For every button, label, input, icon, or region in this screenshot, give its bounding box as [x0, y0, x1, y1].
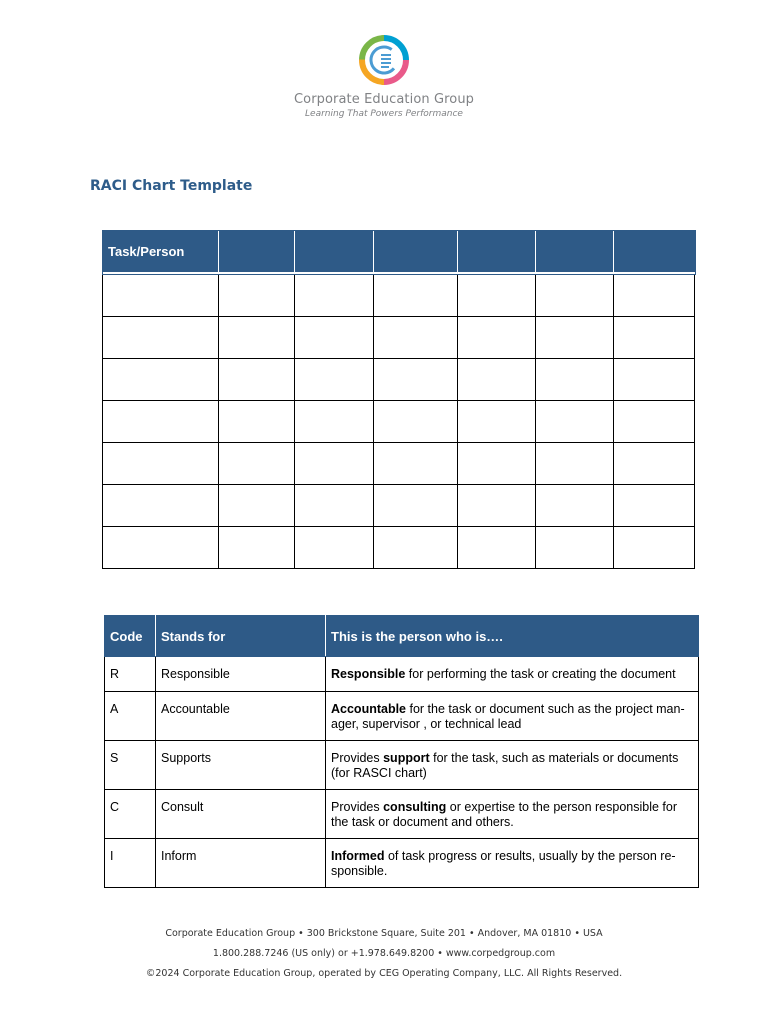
company-logo — [0, 30, 768, 119]
raci-row — [103, 359, 695, 401]
raci-cell[interactable] — [103, 274, 219, 317]
legend-description — [326, 839, 699, 888]
legend-description-bold: Accountable — [331, 702, 407, 716]
legend-header-stands-for: Stands for — [156, 616, 326, 657]
raci-header-row — [103, 231, 695, 274]
raci-cell[interactable] — [295, 527, 374, 569]
raci-cell[interactable] — [458, 401, 536, 443]
raci-cell[interactable] — [374, 443, 458, 485]
raci-header-cell — [219, 231, 295, 274]
raci-row — [103, 485, 695, 527]
legend-description-rest: of task progress or results, usually by the person re- sponsible. — [331, 849, 676, 878]
legend-row — [105, 790, 699, 839]
raci-cell[interactable] — [536, 527, 614, 569]
raci-cell[interactable] — [103, 359, 219, 401]
raci-cell[interactable] — [458, 527, 536, 569]
raci-cell[interactable] — [103, 527, 219, 569]
raci-cell[interactable] — [103, 443, 219, 485]
legend-code: S — [105, 741, 156, 790]
raci-cell[interactable] — [374, 359, 458, 401]
legend-code: A — [105, 692, 156, 741]
legend-row — [105, 692, 699, 741]
raci-cell[interactable] — [295, 274, 374, 317]
raci-cell[interactable] — [374, 274, 458, 317]
legend-description — [326, 790, 699, 839]
raci-cell[interactable] — [614, 527, 695, 569]
legend-description — [326, 741, 699, 790]
legend-description-bold: support — [383, 751, 430, 765]
footer-copyright: ©2024 Corporate Education Group, operated by CEG Operating Company, LLC. All Rights Reserved. — [145, 968, 623, 979]
raci-cell[interactable] — [458, 443, 536, 485]
raci-cell[interactable] — [103, 485, 219, 527]
raci-cell[interactable] — [219, 317, 295, 359]
legend-row — [105, 839, 699, 888]
raci-cell[interactable] — [614, 317, 695, 359]
legend-description-bold: Responsible — [331, 667, 406, 681]
raci-legend-table — [104, 615, 699, 888]
raci-row — [103, 317, 695, 359]
raci-cell[interactable] — [103, 401, 219, 443]
legend-description — [326, 692, 699, 741]
legend-stands-for: Accountable — [156, 692, 326, 741]
raci-header-cell — [295, 231, 374, 274]
footer-contact: 1.800.288.7246 (US only) or +1.978.649.8200 • www.corpedgroup.com — [212, 948, 556, 959]
raci-header-cell — [374, 231, 458, 274]
raci-cell[interactable] — [536, 485, 614, 527]
raci-cell[interactable] — [219, 359, 295, 401]
raci-cell[interactable] — [374, 317, 458, 359]
legend-description-pre: Provides — [331, 800, 384, 814]
legend-description-rest: or expertise to the person responsible for the task or document and others. — [331, 800, 677, 829]
raci-header-cell — [458, 231, 536, 274]
raci-row — [103, 443, 695, 485]
raci-cell[interactable] — [614, 443, 695, 485]
legend-description-bold: consulting — [383, 800, 447, 814]
raci-cell[interactable] — [374, 401, 458, 443]
raci-cell[interactable] — [536, 317, 614, 359]
raci-cell[interactable] — [219, 274, 295, 317]
raci-cell[interactable] — [536, 359, 614, 401]
legend-header-code: Code — [105, 616, 156, 657]
legend-description — [326, 657, 699, 692]
raci-cell[interactable] — [295, 359, 374, 401]
raci-cell[interactable] — [103, 317, 219, 359]
raci-cell[interactable] — [614, 401, 695, 443]
legend-description-rest: for the task, such as materials or documents (for RASCI chart) — [331, 751, 679, 780]
raci-table — [102, 230, 695, 569]
raci-cell[interactable] — [295, 401, 374, 443]
raci-cell[interactable] — [295, 317, 374, 359]
raci-cell[interactable] — [614, 359, 695, 401]
raci-cell[interactable] — [219, 485, 295, 527]
raci-row — [103, 401, 695, 443]
raci-header-cell: Task/Person — [103, 231, 219, 274]
raci-cell[interactable] — [458, 359, 536, 401]
legend-description-bold: Informed — [331, 849, 385, 863]
raci-cell[interactable] — [458, 317, 536, 359]
page-title: RACI Chart Template — [90, 178, 253, 194]
logo-ring-icon — [356, 30, 412, 90]
raci-cell[interactable] — [219, 443, 295, 485]
legend-header-row — [105, 616, 699, 657]
raci-cell[interactable] — [219, 401, 295, 443]
raci-cell[interactable] — [536, 443, 614, 485]
raci-cell[interactable] — [458, 274, 536, 317]
legend-row — [105, 741, 699, 790]
legend-row — [105, 657, 699, 692]
raci-cell[interactable] — [219, 527, 295, 569]
raci-cell[interactable] — [614, 485, 695, 527]
raci-row — [103, 274, 695, 317]
raci-cell[interactable] — [536, 401, 614, 443]
company-tagline: Learning That Powers Performance — [305, 109, 463, 119]
raci-header-cell — [614, 231, 695, 274]
legend-header-description: This is the person who is…. — [326, 616, 699, 657]
legend-code: C — [105, 790, 156, 839]
raci-cell[interactable] — [295, 485, 374, 527]
legend-description-pre: Provides — [331, 751, 384, 765]
raci-cell[interactable] — [374, 485, 458, 527]
raci-cell[interactable] — [295, 443, 374, 485]
legend-stands-for: Consult — [156, 790, 326, 839]
legend-stands-for: Responsible — [156, 657, 326, 692]
legend-stands-for: Inform — [156, 839, 326, 888]
raci-cell[interactable] — [374, 527, 458, 569]
raci-cell[interactable] — [458, 485, 536, 527]
raci-cell[interactable] — [536, 274, 614, 317]
legend-stands-for: Supports — [156, 741, 326, 790]
legend-code: I — [105, 839, 156, 888]
footer-address: Corporate Education Group • 300 Brickstone Square, Suite 201 • Andover, MA 01810 • USA — [165, 928, 603, 939]
raci-row — [103, 527, 695, 569]
raci-header-cell — [536, 231, 614, 274]
legend-description-rest: for performing the task or creating the document — [405, 667, 676, 681]
legend-description-rest: for the task or document such as the project man- ager, supervisor , or technical lead — [331, 702, 685, 731]
company-name: Corporate Education Group — [293, 92, 475, 107]
raci-cell[interactable] — [614, 274, 695, 317]
legend-code: R — [105, 657, 156, 692]
